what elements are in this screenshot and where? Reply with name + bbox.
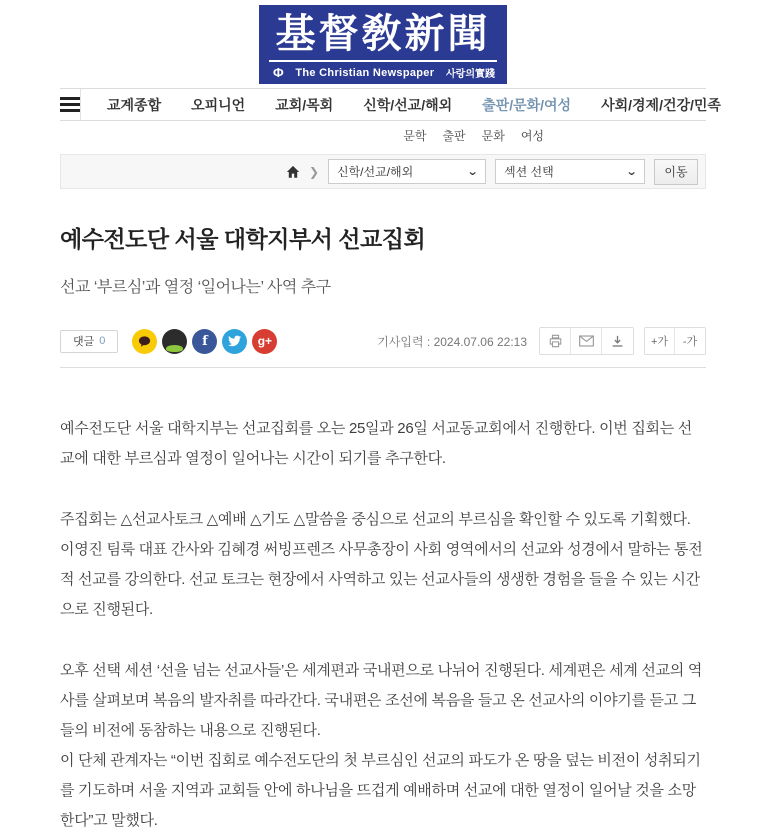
nav-item-society-economy[interactable]: 사회/경제/건강/민족: [601, 96, 721, 113]
article-meta-row: [60, 327, 706, 368]
comments-count: 0: [99, 335, 106, 347]
subsection-select[interactable]: [495, 159, 645, 184]
nav-item-opinion[interactable]: 오피니언: [191, 96, 246, 113]
logo-phi-icon: Φ: [273, 65, 284, 80]
nav-item-church-ministry[interactable]: 교회/목회: [275, 96, 334, 113]
chevron-down-icon: ⌄: [625, 166, 638, 178]
facebook-share-icon[interactable]: f: [192, 329, 217, 354]
envelope-icon: [579, 335, 594, 347]
home-icon[interactable]: [286, 165, 300, 179]
newspaper-logo[interactable]: [259, 5, 507, 84]
article-body: [60, 414, 706, 836]
article-date: 기사입력 : 2024.07.06 22:13: [377, 334, 527, 349]
subnav-item-culture[interactable]: 문화: [481, 129, 505, 143]
subnav-item-publishing[interactable]: 출판: [442, 129, 466, 143]
subnav-item-literature[interactable]: 문학: [403, 129, 427, 143]
nav-item-theology-mission[interactable]: 신학/선교/해외: [363, 96, 453, 113]
nav-item-publishing-culture-women[interactable]: 출판/문화/여성: [482, 96, 572, 113]
masthead: [0, 0, 766, 84]
article-paragraph: 이 단체 관계자는 “이번 집회로 예수전도단의 첫 부르심인 선교의 파도가 온 땅을 덮는 비전이 성취되기를 기도하며 서울 지역과 교회들 안에 하나님을 뜨겁게 예배하며 선교에 대한 열정이 일어날 것을 소망한다”고 말했다.: [60, 752, 701, 829]
article-paragraph: 예수전도단 서울 대학지부는 선교집회를 오는 25일과 26일 서교동교회에서 진행한다. 이번 집회는 선교에 대한 부르심과 열정이 일어나는 시간이 되기를 추구한다.: [60, 420, 692, 467]
band-share-icon[interactable]: [162, 329, 187, 354]
googleplus-share-icon[interactable]: g+: [252, 329, 277, 354]
chevron-right-icon: ❯: [308, 164, 319, 179]
main-nav: [60, 88, 721, 121]
subsection-select-value: 섹션 선택: [504, 165, 554, 179]
logo-hanja-title: 基督敎新聞: [275, 10, 491, 57]
subnav-item-women[interactable]: 여성: [520, 129, 544, 143]
logo-subtitle-english: The Christian Newspaper: [295, 66, 435, 79]
chevron-down-icon: ⌄: [466, 166, 479, 178]
hamburger-icon: [60, 94, 80, 115]
font-increase-button[interactable]: +가: [645, 328, 675, 354]
email-button[interactable]: [571, 328, 602, 354]
article-paragraph: 오후 선택 세션 ‘선을 넘는 선교사들’은 세계편과 국내편으로 나뉘어 진행된다. 세계편은 세계 선교의 역사를 살펴보며 복음의 발자취를 따라간다. 국내편은 조선에 복음을 들고 온 선교사의 이야기를 듣고 그들의 비전에 동참하는 내용으로 진행된다.: [60, 662, 703, 739]
download-button[interactable]: [602, 328, 633, 354]
font-decrease-button[interactable]: -가: [675, 328, 705, 354]
kakao-share-icon[interactable]: [132, 329, 157, 354]
download-icon: [611, 335, 624, 348]
article-subtitle: 선교 ‘부르심’과 열정 ‘일어나는’ 사역 추구: [60, 279, 331, 296]
nav-item-general[interactable]: 교계종합: [107, 96, 162, 113]
article-paragraph: 주집회는 △선교사토크 △예배 △기도 △말씀을 중심으로 선교의 부르심을 확인할 수 있도록 기획했다. 이영진 팀룩 대표 간사와 김혜경 써빙프렌즈 사무총장이 사회 영역에서의 선교와 성경에서 말하는 통전적 선교를 강의한다. 선교 토크는 현장에서 사역하고 있는 선교사들의 생생한 경험을 들을 수 있는 시간으로 진행된다.: [60, 511, 703, 618]
sub-nav: [60, 121, 706, 148]
logo-subtitle-korean: 사랑의實踐: [446, 69, 495, 80]
article-title: 예수전도단 서울 대학지부서 선교집회: [60, 226, 426, 252]
section-select-value: 신학/선교/해외: [337, 165, 414, 179]
go-button[interactable]: 이동: [654, 159, 698, 185]
breadcrumb-bar: [60, 154, 706, 189]
section-select[interactable]: [328, 159, 486, 184]
printer-icon: [548, 334, 563, 348]
print-button[interactable]: [540, 328, 571, 354]
twitter-share-icon[interactable]: [222, 329, 247, 354]
comments-label: 댓글: [73, 336, 95, 348]
hamburger-menu-button[interactable]: [60, 89, 81, 120]
comments-button[interactable]: [60, 330, 118, 353]
